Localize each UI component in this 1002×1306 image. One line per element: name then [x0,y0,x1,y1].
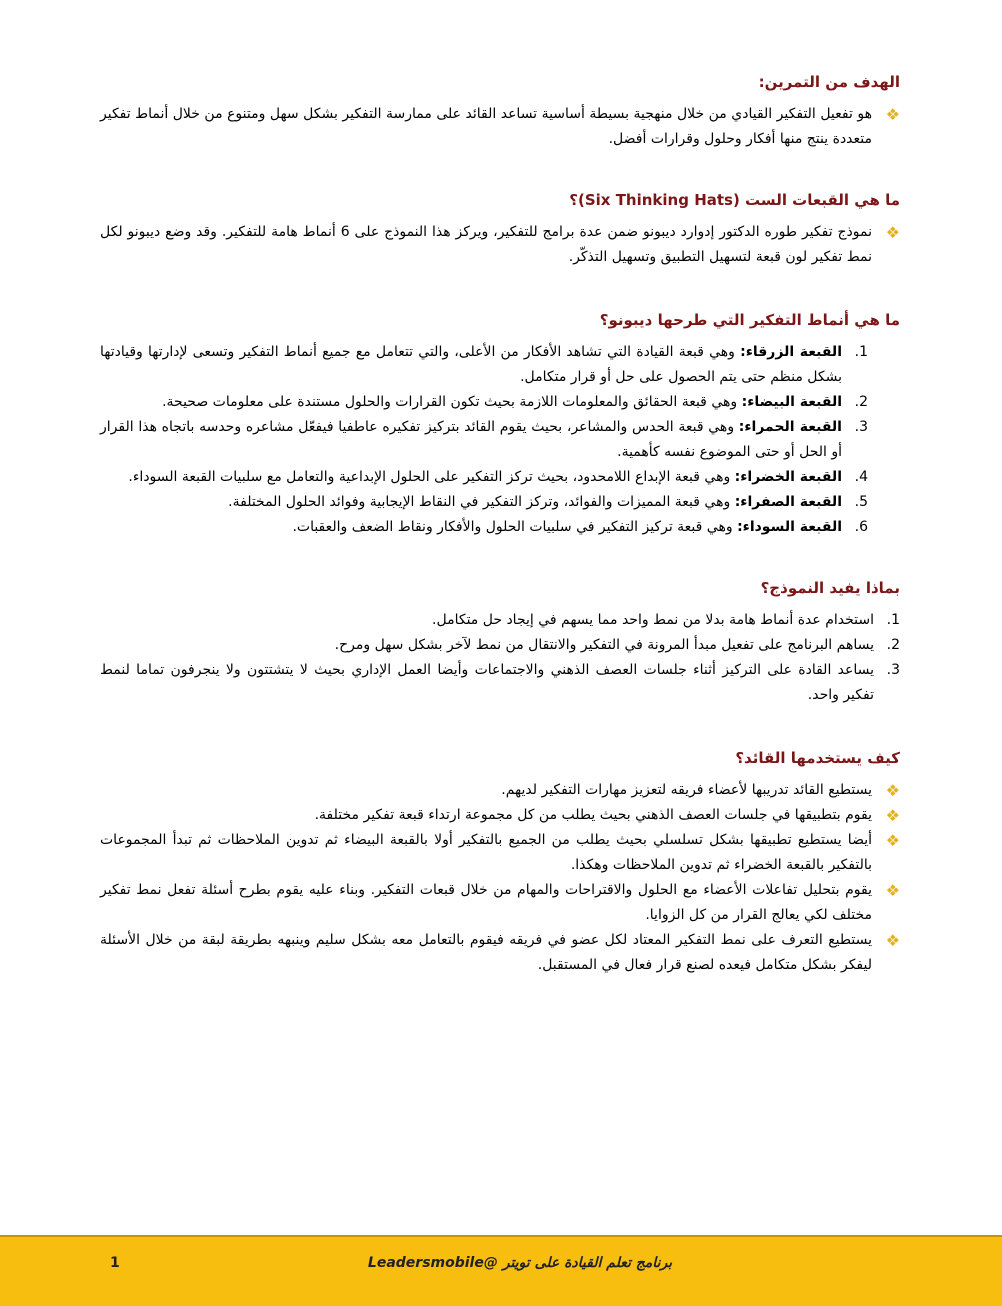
item-number: 2. [886,637,900,653]
section-heading-patterns: ما هي أنماط التفكير التي طرحها ديبونو؟ [599,311,900,329]
item-text: يساهم البرنامج على تفعيل مبدأ المرونة في التفكير والانتقال من نمط لآخر بشكل سهل ومرح. [334,637,874,653]
section-heading-what-hats: ما هي القبعات الست (Six Thinking Hats)؟ [569,191,900,209]
item-number: 3. [886,662,900,678]
list-item [100,465,868,490]
list-item [100,608,900,633]
numbered-list-benefits [100,608,900,708]
section-usage [100,746,900,978]
bullet-text: هو تفعيل التفكير القيادي من خلال منهجية بسيطة أساسية تساعد القائد على ممارسة التفكير بشكل سهل ومتنوع من خلال أنماط تفكير متعددة ينتج منها أفكار وحلول وقرارات أفضل. [100,106,872,147]
bullet-item [100,878,900,928]
page-content [100,70,900,978]
section-patterns [100,308,900,540]
list-item [100,340,868,390]
section-heading-benefits: بماذا يفيد النموذج؟ [760,579,900,597]
item-text: وهي قبعة الحقائق والمعلومات اللازمة بحيث تكون القرارات والحلول مستندة على معلومات صحيحة. [162,394,742,410]
section-benefits [100,576,900,708]
item-text: استخدام عدة أنماط هامة بدلا من نمط واحد مما يسهم في إيجاد حل متكامل. [432,612,874,628]
list-item [100,658,900,708]
section-heading-usage: كيف يستخدمها القائد؟ [735,749,900,767]
list-item [100,515,868,540]
list-item [100,633,900,658]
diamond-bullet-icon: ❖ [885,105,900,124]
bullet-text: نموذج تفكير طوره الدكتور إدوارد ديبونو ضمن عدة برامج للتفكير، ويركز هذا النموذج على 6 أنماط هامة للتفكير. وقد وضع ديبونو لكل نمط تفكير لون قبعة لتسهيل التطبيق وتسهيل التذكّر. [100,224,873,265]
item-number: 1. [854,344,868,360]
section-goal [100,70,900,152]
bullet-list-what-hats [100,220,900,270]
bullet-text: يستطيع التعرف على نمط التفكير المعتاد لكل عضو في فريقه فيقوم بالتعامل معه بشكل سليم وينبهه بطريقة لبقة من خلال الأسئلة ليفكر بشكل متكامل فيعده لصنع قرار فعال في المستقبل. [100,932,872,973]
bullet-item [100,928,900,978]
list-item [100,390,868,415]
bullet-text: يقوم بتطبيقها في جلسات العصف الذهني بحيث يطلب من كل مجموعة ارتداء قبعة تفكير مختلفة. [314,807,872,823]
section-what-hats [100,188,900,270]
bullet-item [100,778,900,803]
page-number: 1 [110,1255,120,1271]
diamond-bullet-icon: ❖ [885,931,900,950]
list-item [100,415,868,465]
diamond-bullet-icon: ❖ [885,831,900,850]
item-number: 6. [854,519,868,535]
item-text: يساعد القادة على التركيز أثناء جلسات العصف الذهني والاجتماعات وأيضا العمل الإداري بحيث لا يتشتتون ولا ينجرفون تماما لنمط تفكير واحد. [100,662,874,703]
bullet-item [100,828,900,878]
bullet-text: يقوم بتحليل تفاعلات الأعضاء مع الحلول والاقتراحات والمهام من خلال قبعات التفكير. وبناء عليه يقوم بطرح أسئلة تفعل نمط تفكير مختلف لكي يعالج القرار من كل الزوايا. [100,882,872,923]
diamond-bullet-icon: ❖ [885,806,900,825]
item-number: 3. [854,419,868,435]
page-footer [0,1235,1002,1306]
list-item [100,490,868,515]
item-text: وهي قبعة القيادة التي تشاهد الأفكار من الأعلى، والتي تتعامل مع جميع أنماط التفكير وتسعى لإدارتها وقيادتها بشكل منظم حتى يتم الحصول على حل أو قرار متكامل. [100,344,842,385]
hat-term-black: القبعة السوداء: [737,519,842,535]
hat-term-yellow: القبعة الصفراء: [734,494,842,510]
hat-term-green: القبعة الخضراء: [734,469,842,485]
bullet-item [100,102,900,152]
bullet-text: أيضا يستطيع تطبيقها بشكل تسلسلي بحيث يطلب من الجميع بالتفكير أولا بالقبعة البيضاء ثم تدوين الملاحظات ثم تبدأ المجموعات بالتفكير بالقبعة الخضراء ثم تدوين الملاحظات وهكذا. [100,832,872,873]
item-number: 4. [854,469,868,485]
hat-term-blue: القبعة الزرقاء: [740,344,842,360]
item-text: وهي قبعة الحدس والمشاعر، بحيث يقوم القائد بتركيز تفكيره عاطفيا فيفعّل مشاعره وحدسه باتجاه هذا القرار أو الحل أو حتى الموضوع نفسه كأهمية. [100,419,842,460]
item-text: وهي قبعة الإبداع اللامحدود، بحيث تركز التفكير على الحلول الإبداعية والتعامل مع سلبيات القبعة السوداء. [128,469,735,485]
item-number: 1. [886,612,900,628]
item-number: 2. [854,394,868,410]
section-heading-goal: الهدف من التمرين: [758,73,900,91]
bullet-list-goal [100,102,900,152]
diamond-bullet-icon: ❖ [885,881,900,900]
diamond-bullet-icon: ❖ [885,781,900,800]
item-number: 5. [854,494,868,510]
bullet-item [100,220,900,270]
item-text: وهي قبعة تركيز التفكير في سلبيات الحلول والأفكار ونقاط الضعف والعقبات. [292,519,738,535]
bullet-list-usage [100,778,900,978]
diamond-bullet-icon: ❖ [885,223,900,242]
footer-title: برنامج تعلم القيادة على تويتر @Leadersmobile [367,1255,673,1271]
hat-term-white: القبعة البيضاء: [741,394,842,410]
numbered-list-patterns [100,340,900,540]
bullet-text: يستطيع القائد تدريبها لأعضاء فريقه لتعزيز مهارات التفكير لديهم. [501,782,872,798]
hat-term-red: القبعة الحمراء: [738,419,842,435]
bullet-item [100,803,900,828]
item-text: وهي قبعة المميزات والفوائد، وتركز التفكير في النقاط الإيجابية وفوائد الحلول المختلفة. [228,494,735,510]
